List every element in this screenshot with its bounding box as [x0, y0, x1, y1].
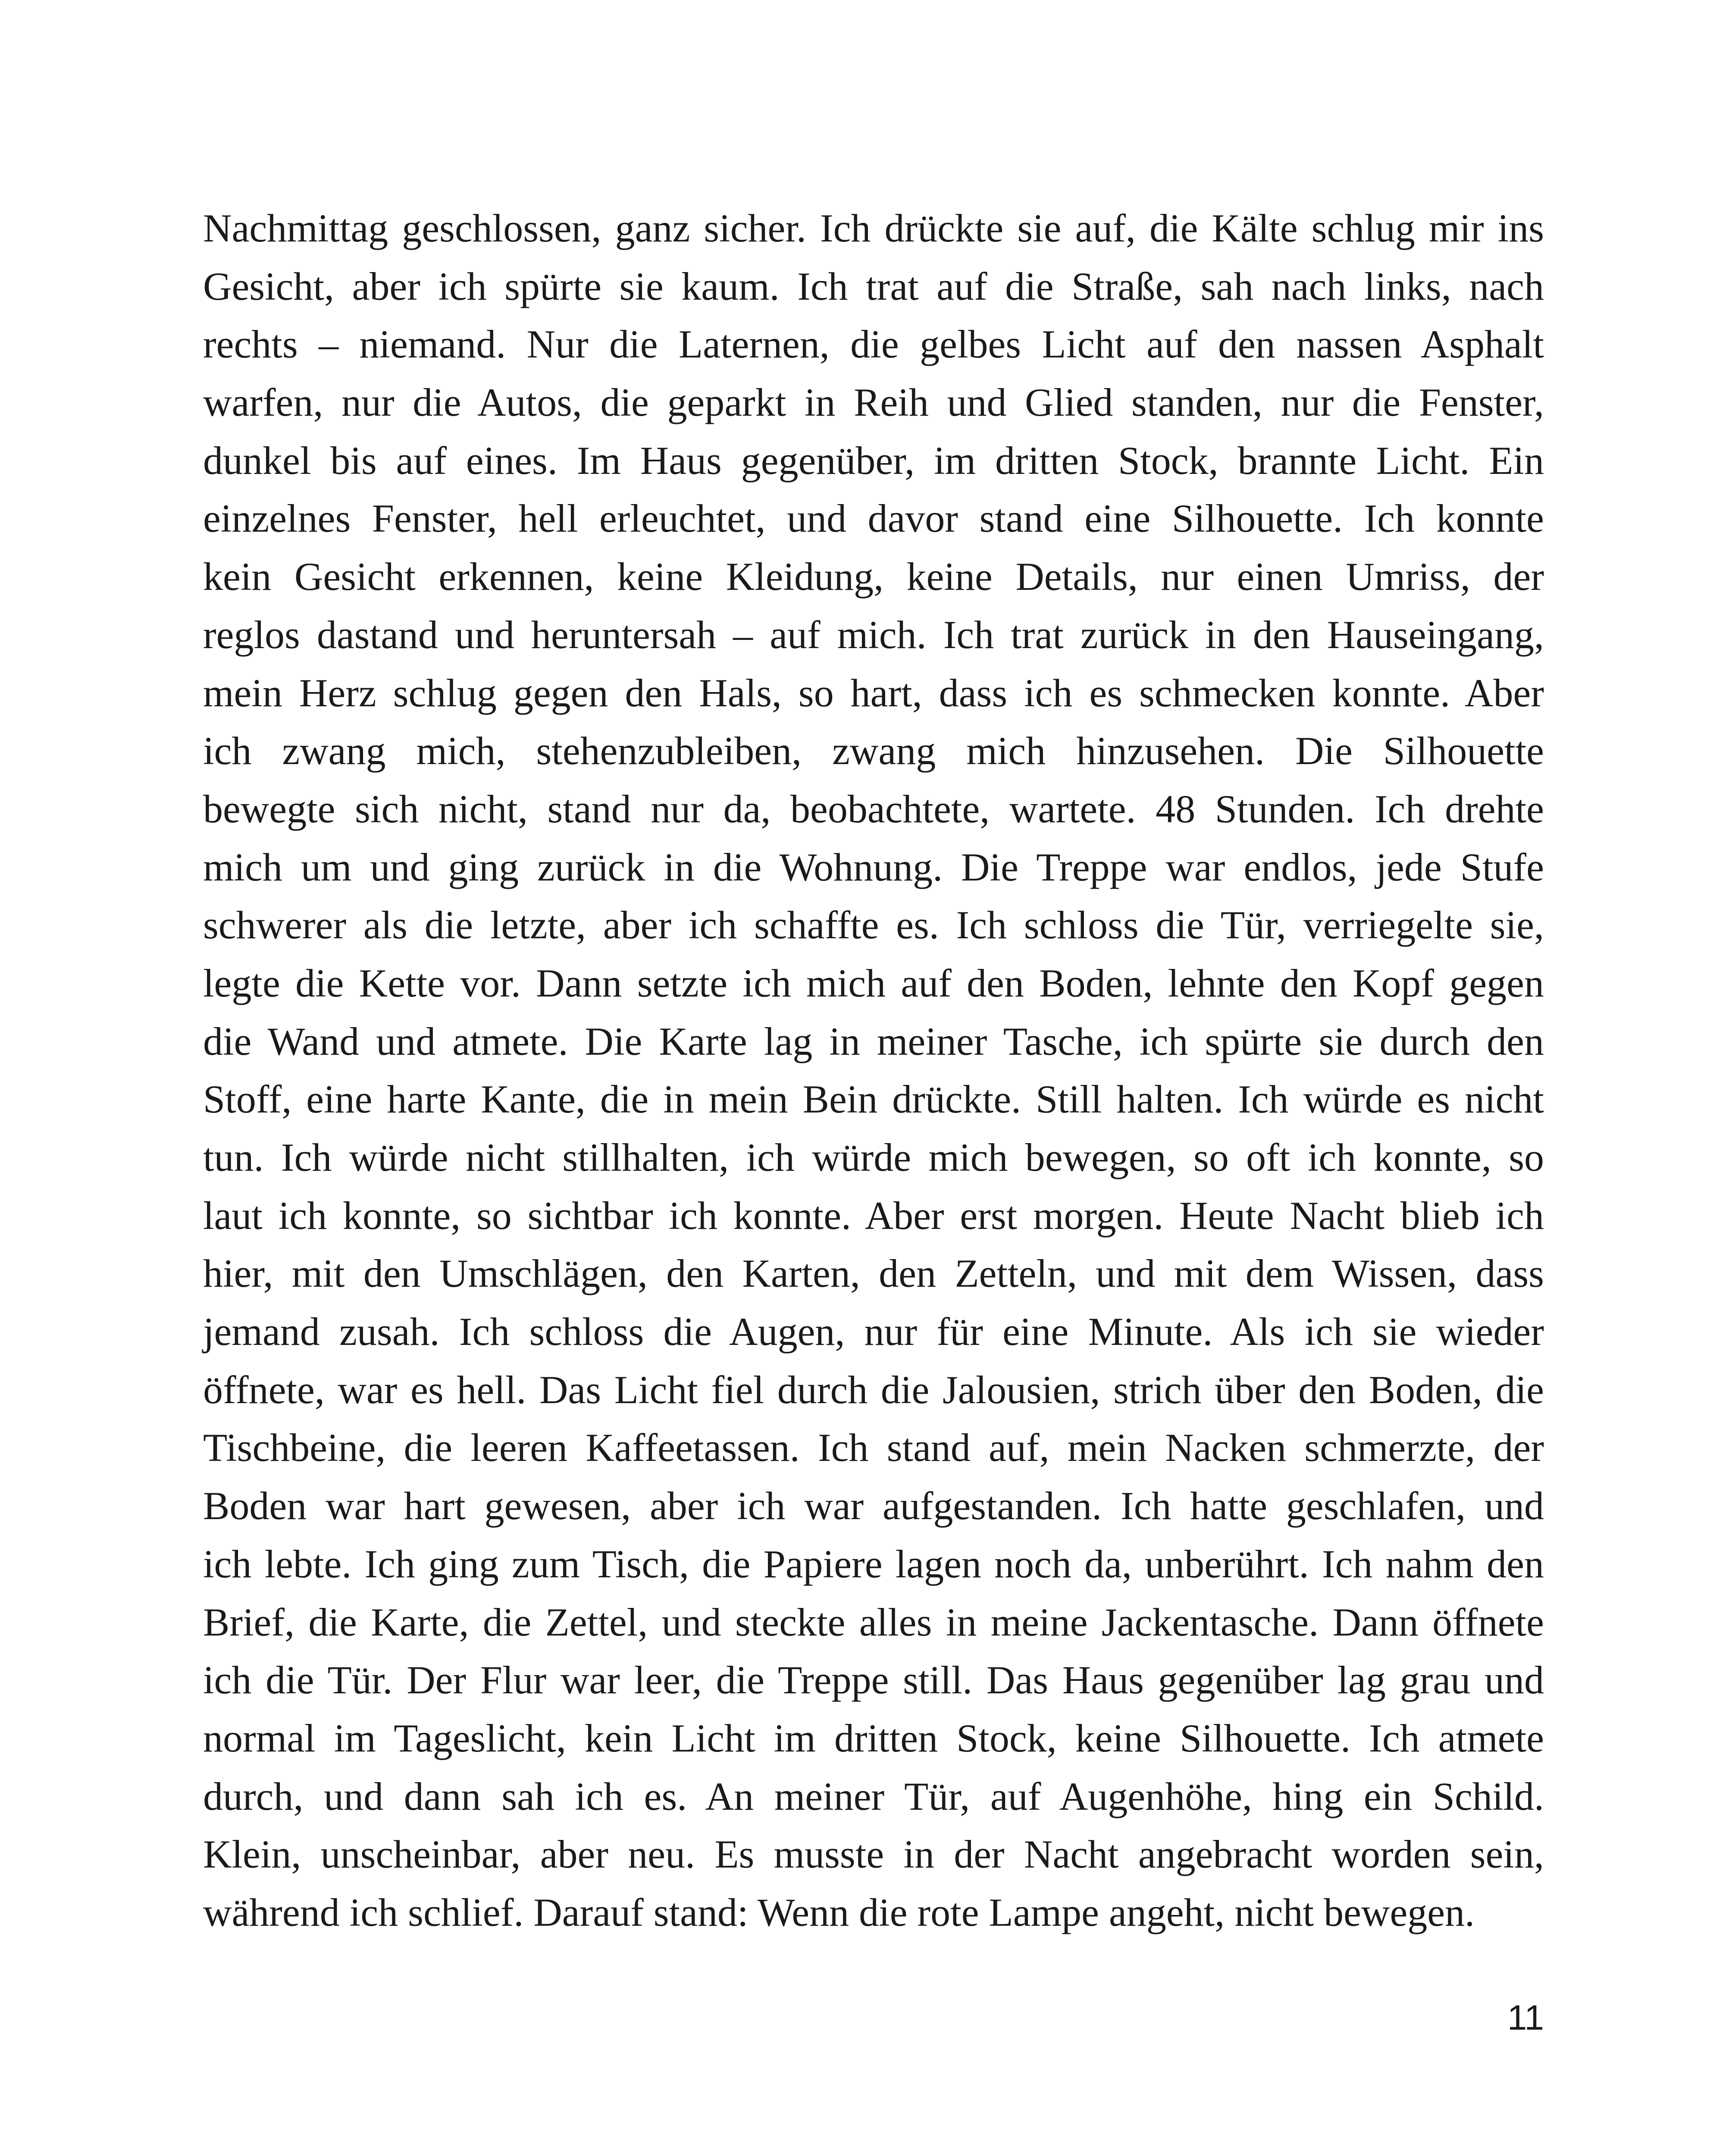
text-line: durch, und dann sah ich es. An meiner Tür, auf Augenhöhe, hing ein Schild. [203, 1774, 1544, 1818]
text-line: reglos dastand und heruntersah – auf mich. Ich trat zurück in den Hauseingang, [203, 612, 1544, 657]
text-line: während ich schlief. Darauf stand: Wenn die rote Lampe angeht, nicht bewegen. [203, 1890, 1475, 1934]
text-line: dunkel bis auf eines. Im Haus gegenüber, im dritten Stock, brannte Licht. Ein [203, 438, 1544, 483]
text-line: die Wand und atmete. Die Karte lag in meiner Tasche, ich spürte sie durch den [203, 1019, 1544, 1063]
text-line: bewegte sich nicht, stand nur da, beobachtete, wartete. 48 Stunden. Ich drehte [203, 787, 1544, 831]
text-line: öffnete, war es hell. Das Licht fiel durch die Jalousien, strich über den Boden, die [203, 1367, 1544, 1412]
text-line: hier, mit den Umschlägen, den Karten, den Zetteln, und mit dem Wissen, dass [203, 1251, 1544, 1296]
text-line: jemand zusah. Ich schloss die Augen, nur für eine Minute. Als ich sie wieder [203, 1310, 1544, 1354]
text-line: kein Gesicht erkennen, keine Kleidung, keine Details, nur einen Umriss, der [203, 555, 1544, 599]
text-line: ich lebte. Ich ging zum Tisch, die Papiere lagen noch da, unberührt. Ich nahm den [203, 1542, 1544, 1586]
page-number: 11 [1507, 1998, 1544, 2037]
text-line: mich um und ging zurück in die Wohnung. Die Treppe war endlos, jede Stufe [203, 845, 1544, 889]
text-line: Tischbeine, die leeren Kaffeetassen. Ich stand auf, mein Nacken schmerzte, der [203, 1426, 1544, 1470]
text-line: Gesicht, aber ich spürte sie kaum. Ich trat auf die Straße, sah nach links, nach [203, 264, 1544, 308]
body-paragraph [203, 199, 1544, 1942]
text-line: schwerer als die letzte, aber ich schaffte es. Ich schloss die Tür, verriegelte sie, [203, 903, 1544, 947]
text-line: Nachmittag geschlossen, ganz sicher. Ich drückte sie auf, die Kälte schlug mir ins [203, 206, 1544, 250]
text-line: ich zwang mich, stehenzubleiben, zwang mich hinzusehen. Die Silhouette [203, 729, 1544, 773]
text-line: warfen, nur die Autos, die geparkt in Reih und Glied standen, nur die Fenster, [203, 380, 1544, 425]
text-line: ich die Tür. Der Flur war leer, die Treppe still. Das Haus gegenüber lag grau und [203, 1658, 1544, 1702]
text-line: Klein, unscheinbar, aber neu. Es musste in der Nacht angebracht worden sein, [203, 1832, 1544, 1877]
text-line: laut ich konnte, so sichtbar ich konnte. Aber erst morgen. Heute Nacht blieb ich [203, 1193, 1544, 1238]
text-line: mein Herz schlug gegen den Hals, so hart, dass ich es schmecken konnte. Aber [203, 671, 1544, 715]
text-line: Boden war hart gewesen, aber ich war aufgestanden. Ich hatte geschlafen, und [203, 1484, 1544, 1528]
text-line: Brief, die Karte, die Zettel, und steckte alles in meine Jackentasche. Dann öffnete [203, 1600, 1544, 1644]
text-line: legte die Kette vor. Dann setzte ich mich auf den Boden, lehnte den Kopf gegen [203, 961, 1544, 1005]
text-line: einzelnes Fenster, hell erleuchtet, und davor stand eine Silhouette. Ich konnte [203, 496, 1544, 541]
text-line: normal im Tageslicht, kein Licht im dritten Stock, keine Silhouette. Ich atmete [203, 1716, 1544, 1760]
text-line: rechts – niemand. Nur die Laternen, die gelbes Licht auf den nassen Asphalt [203, 322, 1544, 367]
text-line: Stoff, eine harte Kante, die in mein Bein drückte. Still halten. Ich würde es nicht [203, 1077, 1544, 1122]
text-line: tun. Ich würde nicht stillhalten, ich würde mich bewegen, so oft ich konnte, so [203, 1135, 1544, 1179]
